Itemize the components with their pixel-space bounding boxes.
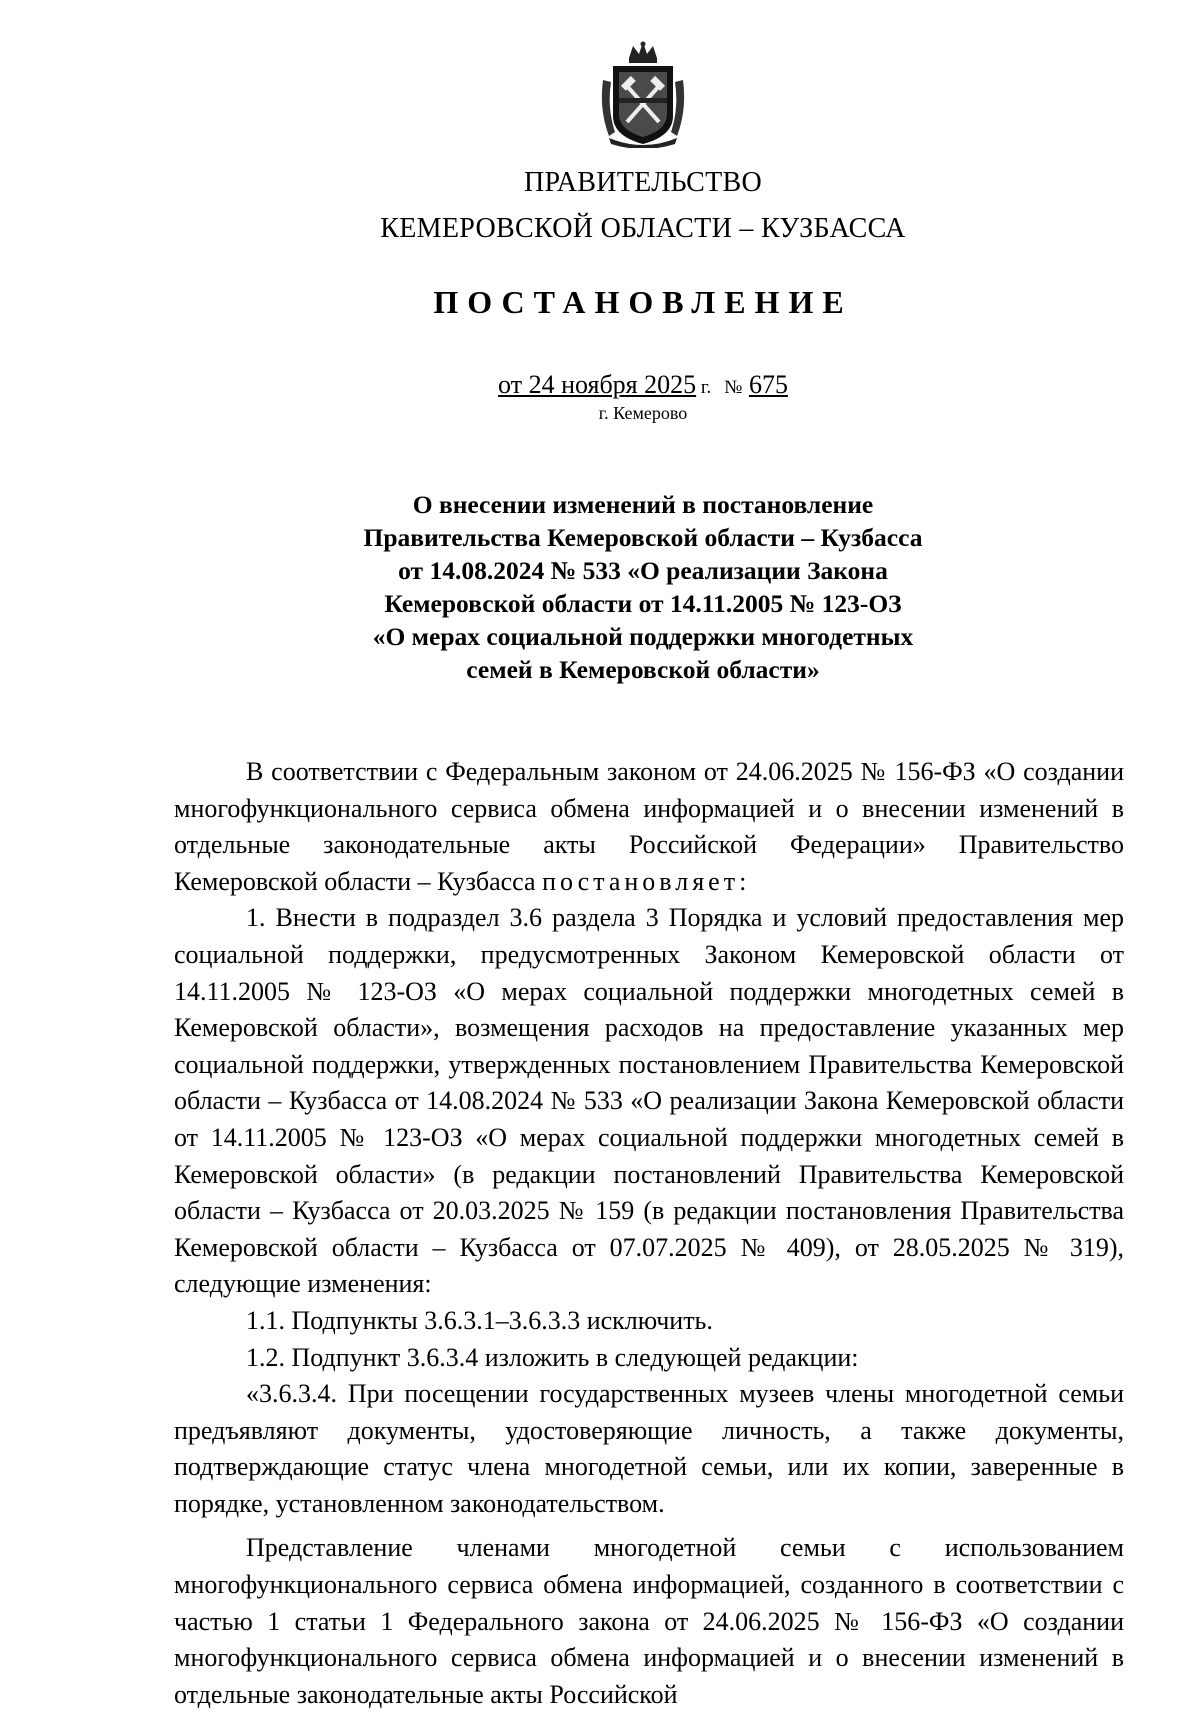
title-line: Правительства Кемеровской области – Кузбасса (363, 523, 923, 552)
org-name-line2: КЕМЕРОВСКОЙ ОБЛАСТИ – КУЗБАССА (380, 213, 906, 244)
title-line: от 14.08.2024 № 533 «О реализации Закона (398, 556, 888, 585)
date-number-line (0, 369, 1200, 404)
document-type-heading: ПОСТАНОВЛЕНИЕ (433, 284, 853, 320)
item-1-paragraph: 1. Внести в подраздел 3.6 раздела 3 Порядка и условий предоставления мер социальной поддержки, предусмотренных Законом Кемеровской области от 14.11.2005 № 123-ОЗ «О мерах социальной поддержки многодетных семей в Кемеровской области», возмещения расходов на предоставление указанных мер социальной поддержки, утвержденных постановлением Правительства Кемеровской области – Кузбасса от 14.08.2024 № 533 «О реализации Закона Кемеровской области от 14.11.2005 № 123-ОЗ «О мерах социальной поддержки многодетных семей в Кемеровской области» (в редакции постановлений Правительства Кемеровской области – Кузбасса от 20.03.2025 № 159 (в редакции постановления Правительства Кемеровской области – Кузбасса от 07.07.2025 № 409), от 28.05.2025 № 319), следующие изменения: (174, 903, 1124, 1299)
org-name-line1: ПРАВИТЕЛЬСТВО (523, 167, 763, 198)
document-number: 675 (748, 370, 788, 399)
document-title (280, 488, 1006, 686)
item-1-1-paragraph: 1.1. Подпункты 3.6.3.1–3.6.3.3 исключить. (246, 1305, 713, 1335)
title-line: Кемеровской области от 14.11.2005 № 123-ОЗ (384, 589, 902, 618)
item-1-2-paragraph: 1.2. Подпункт 3.6.3.4 изложить в следующей редакции: (246, 1342, 859, 1372)
title-line: О внесении изменений в постановление (412, 490, 874, 519)
coat-of-arms-icon (599, 40, 687, 148)
title-line: семей в Кемеровской области» (466, 655, 820, 684)
document-body (174, 754, 1124, 1713)
number-label: № (724, 377, 743, 398)
preamble-text: В соответствии с Федеральным законом от 24.06.2025 № 156-ФЗ «О создании многофункционального сервиса обмена информацией и о внесении изменений в отдельные законодательные акты Российской Федерации» Правительство Кемеровской области – Кузбасса (174, 757, 1124, 896)
document-city: г. Кемерово (598, 403, 688, 423)
preamble-paragraph (174, 754, 1124, 900)
year-suffix: г. (696, 377, 712, 398)
quoted-paragraph-1: «3.6.3.4. При посещении государственных музеев члены многодетной семьи предъявляют документы, удостоверяющие личность, а также документы, подтверждающие статус члена многодетной семьи, или их копии, заверенные в порядке, установленном законодательством. (174, 1379, 1124, 1518)
document-date: от 24 ноября 2025 (498, 370, 697, 399)
quoted-paragraph-2: Представление членами многодетной семьи с использованием многофункционального сервиса обмена информацией, созданного в соответствии с частью 1 статьи 1 Федерального закона от 24.06.2025 № 156-ФЗ «О создании многофункционального сервиса обмена информацией и о внесении изменений в отдельные законодательные акты Российской (174, 1533, 1124, 1709)
decree-word: постановляет: (542, 866, 751, 896)
title-line: «О мерах социальной поддержки многодетных (372, 622, 914, 651)
